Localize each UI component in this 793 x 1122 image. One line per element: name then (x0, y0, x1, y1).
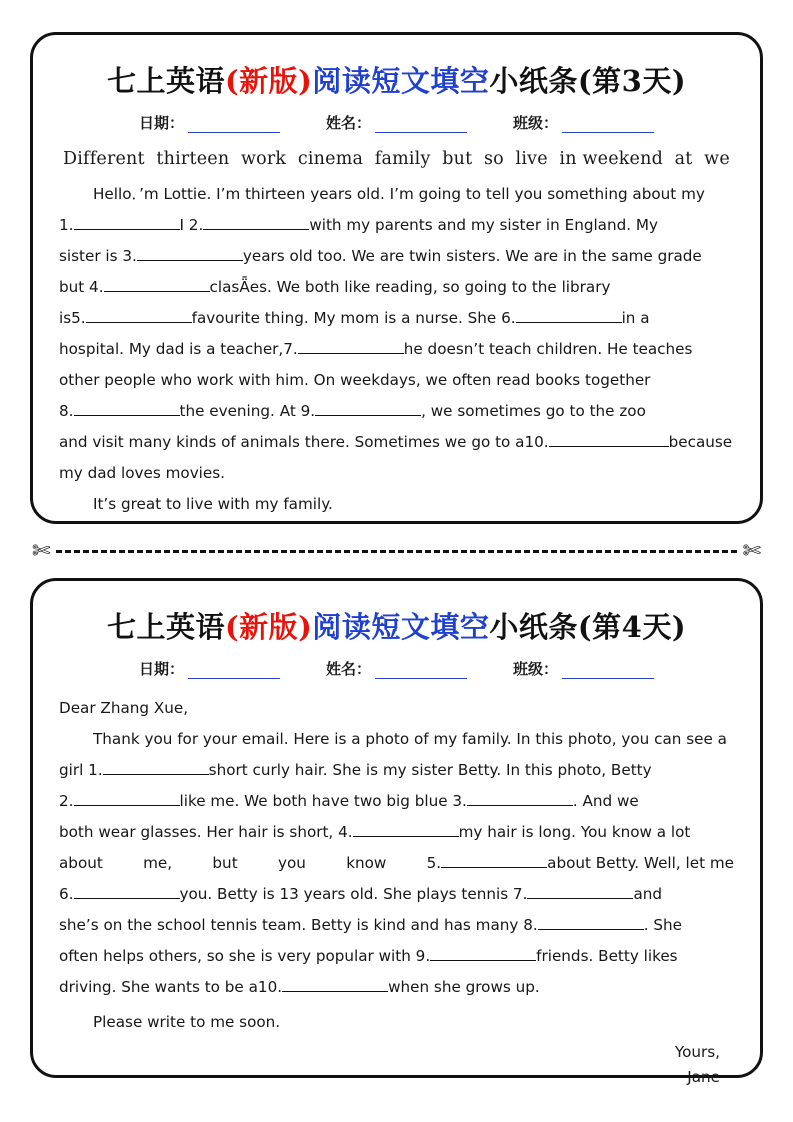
answer-blank-4[interactable] (353, 820, 459, 837)
passage-text: years old too. We are twin sisters. We are in the same grade (242, 247, 702, 265)
cut-line (30, 524, 763, 578)
passage-line (59, 972, 734, 1003)
passage-line (59, 879, 734, 910)
dashed-divider (56, 550, 736, 553)
name-blank[interactable] (375, 663, 467, 679)
passage-text: but (212, 854, 238, 872)
passage-text: when she grows up. (388, 978, 540, 996)
signature-yours: Yours, (674, 1043, 720, 1061)
passage-text: It’s great to live with my family. (93, 495, 333, 513)
answer-blank-8[interactable] (538, 913, 644, 930)
passage-line (59, 427, 734, 458)
passage-text: girl 1. (59, 761, 103, 779)
date-field-day4[interactable] (139, 658, 280, 679)
passage-text: you. Betty is 13 years old. She plays tennis 7. (179, 885, 528, 903)
answer-blank-8[interactable] (74, 399, 180, 416)
answer-blank-5[interactable] (441, 851, 547, 868)
passage-text: with my parents and my sister in England. My (309, 216, 658, 234)
passage-line (59, 210, 734, 241)
passage-text: . She (643, 916, 682, 934)
passage-day4 (59, 693, 734, 1038)
passage-line (59, 724, 734, 755)
answer-blank-5[interactable] (86, 306, 192, 323)
word-bank-item: cinema (297, 149, 364, 169)
class-label: 班级： (513, 114, 559, 132)
title-part-reading: 阅读短文填空 (312, 610, 490, 644)
passage-text: you (277, 854, 306, 872)
class-blank[interactable] (562, 117, 654, 133)
passage-text: favourite thing. My mom is a nurse. She 6. (191, 309, 516, 327)
passage-line (59, 396, 734, 427)
date-field-day3[interactable] (139, 112, 280, 133)
answer-blank-9[interactable] (430, 944, 536, 961)
answer-blank-4[interactable] (104, 275, 210, 292)
passage-text: friends. Betty likes (536, 947, 678, 965)
passage-text: is5. (59, 309, 86, 327)
worksheet-card-day4 (30, 578, 763, 1086)
passage-text: because (668, 433, 733, 451)
passage-text: , we sometimes go to the zoo (421, 402, 646, 420)
passage-text: 8. (59, 402, 74, 420)
title-part-new: (新版) (224, 610, 313, 644)
title-part-1: 七上英语 (106, 610, 225, 644)
passage-text: sister is 3. (59, 247, 137, 265)
passage-line (59, 272, 734, 303)
letter-closing (59, 1007, 734, 1038)
letter-signature (59, 1040, 734, 1090)
answer-blank-10[interactable] (282, 975, 388, 992)
worksheet-card-day3 (30, 32, 763, 524)
passage-text: in a (621, 309, 650, 327)
answer-blank-7[interactable] (527, 882, 633, 899)
passage-text: about Betty. Well, let me (547, 854, 734, 872)
word-bank-item: in weekend (559, 149, 663, 169)
answer-blank-7[interactable] (298, 337, 404, 354)
answer-blank-2[interactable] (203, 213, 309, 230)
passage-text: my hair is long. You know a lot (458, 823, 691, 841)
page-title-day4 (59, 605, 734, 646)
date-blank[interactable] (188, 663, 280, 679)
answer-blank-3[interactable] (137, 244, 243, 261)
passage-line (59, 848, 734, 879)
passage-text: Hello．’m Lottie. I’m thirteen years old. I’m going to tell you something about my (93, 185, 705, 203)
date-label: 日期： (138, 114, 184, 132)
name-field-day3[interactable] (326, 112, 467, 133)
passage-text: and visit many kinds of animals there. Sometimes we go to a10. (59, 433, 549, 451)
title-part-day: 小纸条(第4天) (489, 610, 687, 644)
title-part-reading: 阅读短文填空 (312, 64, 490, 98)
passage-text: 1. (59, 216, 74, 234)
scissors-icon: ✄ (32, 538, 51, 563)
word-bank-item: but (442, 149, 473, 169)
meta-row-day4 (59, 658, 734, 679)
page-title-day3 (59, 59, 734, 100)
passage-text: and (633, 885, 663, 903)
passage-text: the evening. At 9. (179, 402, 316, 420)
word-bank-day3 (59, 141, 734, 173)
word-bank-item: so (483, 149, 504, 169)
passage-line (59, 817, 734, 848)
date-blank[interactable] (188, 117, 280, 133)
word-bank-item: we (704, 149, 730, 169)
passage-text: but 4. (59, 278, 104, 296)
passage-line (59, 941, 734, 972)
passage-line (59, 334, 734, 365)
passage-text: like me. We both have two big blue 3. (179, 792, 467, 810)
passage-line (59, 365, 734, 396)
date-label: 日期： (138, 660, 184, 678)
class-field-day3[interactable] (513, 112, 654, 133)
passage-text: 5. (426, 854, 442, 872)
answer-blank-9[interactable] (315, 399, 421, 416)
passage-text: I 2. (179, 216, 204, 234)
passage-text: she’s on the school tennis team. Betty is kind and has many 8. (59, 916, 538, 934)
passage-text: both wear glasses. Her hair is short, 4. (59, 823, 353, 841)
passage-text: me, (143, 854, 173, 872)
passage-text: my dad loves movies. (59, 464, 225, 482)
passage-text: driving. She wants to be a10. (59, 978, 283, 996)
word-bank-item: thirteen (156, 149, 230, 169)
word-bank-item: family (374, 149, 431, 169)
passage-text: often helps others, so she is very popular with 9. (59, 947, 431, 965)
word-bank-item: Different (63, 149, 145, 169)
letter-greeting: Dear Zhang Xue, (59, 699, 189, 717)
meta-row-day3 (59, 112, 734, 133)
name-label: 姓名： (325, 114, 371, 132)
passage-text: know (346, 854, 387, 872)
class-blank[interactable] (562, 663, 654, 679)
class-label: 班级： (513, 660, 559, 678)
name-blank[interactable] (375, 117, 467, 133)
class-field-day4[interactable] (513, 658, 654, 679)
signature-name: Jane (687, 1068, 720, 1086)
passage-line (59, 241, 734, 272)
title-part-1: 七上英语 (106, 64, 225, 98)
word-bank-item: at (674, 149, 693, 169)
passage-text: other people who work with him. On weekdays, we often read books together (59, 371, 651, 389)
name-field-day4[interactable] (326, 658, 467, 679)
passage-text: 6. (59, 885, 74, 903)
passage-text: about (59, 854, 103, 872)
answer-blank-2[interactable] (74, 789, 180, 806)
passage-text: Please write to me soon. (93, 1013, 281, 1031)
title-part-new: (新版) (224, 64, 313, 98)
passage-text: . And we (572, 792, 639, 810)
answer-blank-1[interactable] (74, 213, 180, 230)
passage-text: hospital. My dad is a teacher,7. (59, 340, 298, 358)
passage-line (59, 489, 734, 520)
answer-blank-6[interactable] (516, 306, 622, 323)
title-part-day: 小纸条(第3天) (489, 64, 687, 98)
name-label: 姓名： (325, 660, 371, 678)
passage-text: short curly hair. She is my sister Betty. In this photo, Betty (208, 761, 652, 779)
answer-blank-1[interactable] (103, 758, 209, 775)
passage-day3 (59, 179, 734, 520)
answer-blank-3[interactable] (467, 789, 573, 806)
passage-line (59, 910, 734, 941)
word-bank-item: live (515, 149, 548, 169)
answer-blank-6[interactable] (74, 882, 180, 899)
word-bank-item: work (240, 149, 287, 169)
passage-text: he doesn’t teach children. He teaches (403, 340, 693, 358)
answer-blank-10[interactable] (549, 430, 669, 447)
passage-line (59, 303, 734, 334)
scissors-icon: ✄ (742, 538, 761, 563)
passage-text: clasǞes. We both like reading, so going to the library (209, 278, 611, 296)
passage-text: 2. (59, 792, 74, 810)
passage-text: Thank you for your email. Here is a photo of my family. In this photo, you can see a (93, 730, 727, 748)
passage-line (59, 755, 734, 786)
passage-line (59, 786, 734, 817)
passage-line (59, 179, 734, 210)
passage-line (59, 458, 734, 489)
